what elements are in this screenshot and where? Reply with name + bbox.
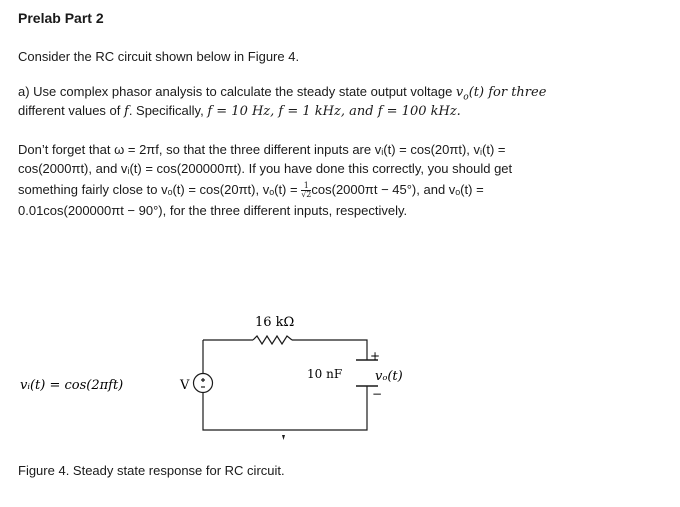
- page-title: Prelab Part 2: [18, 10, 104, 26]
- reminder-line-1: Don’t forget that ω = 2πf, so that the three different inputs are vᵢ(t) = cos(20πt), vᵢ(t) =: [18, 142, 506, 157]
- fraction: [301, 182, 311, 199]
- capacitor-label: 10 nF: [307, 367, 343, 381]
- part-a-text-4: . Specifically,: [128, 103, 208, 118]
- source-symbol: V: [180, 378, 190, 393]
- voltage-source-circle: [194, 374, 213, 393]
- reminder-line-4: 0.01cos(200000πt − 90°), for the three different inputs, respectively.: [18, 203, 408, 218]
- wire-top-right: [292, 340, 367, 360]
- part-a-line-2: [18, 101, 461, 121]
- reminder-text-3a: something fairly close to vₒ(t) = cos(20πt), vₒ(t) =: [18, 182, 302, 197]
- wire-bottom: [203, 386, 367, 430]
- output-label: vₒ(t): [375, 369, 403, 384]
- part-a-text-2: (t) for three: [468, 85, 547, 100]
- output-minus: −: [372, 387, 383, 401]
- ground-arrow-icon: [282, 435, 285, 440]
- fraction-denominator: √2: [301, 190, 312, 200]
- intro-text: Consider the RC circuit shown below in Figure 4.: [18, 49, 300, 64]
- source-plus-sign: [201, 378, 205, 382]
- part-a-text-1: a) Use complex phasor analysis to calculate the steady state output voltage: [18, 84, 456, 99]
- part-a-sub: o: [463, 92, 469, 103]
- part-a-var: v: [455, 85, 464, 100]
- resistor-zigzag: [253, 336, 292, 344]
- part-a-f: f: [124, 104, 129, 119]
- reminder-text-3b: cos(2000πt − 45°), and vₒ(t) =: [311, 182, 484, 197]
- output-plus: +: [370, 349, 381, 363]
- part-a-eq: f = 10 Hz, f = 1 kHz, and f = 100 kHz.: [207, 104, 461, 119]
- resistor-label: 16 kΩ: [255, 315, 295, 330]
- fraction-numerator: 1: [301, 182, 311, 191]
- rc-circuit-diagram: [0, 300, 680, 450]
- figure-caption: Figure 4. Steady state response for RC circuit.: [18, 463, 285, 478]
- reminder-line-2: cos(2000πt), and vᵢ(t) = cos(200000πt). If you have done this correctly, you should get: [18, 161, 513, 176]
- reminder-line-3: [18, 180, 484, 199]
- part-a-text-3: different values of: [18, 103, 124, 118]
- input-label: vᵢ(t) = cos(2πft): [20, 378, 124, 393]
